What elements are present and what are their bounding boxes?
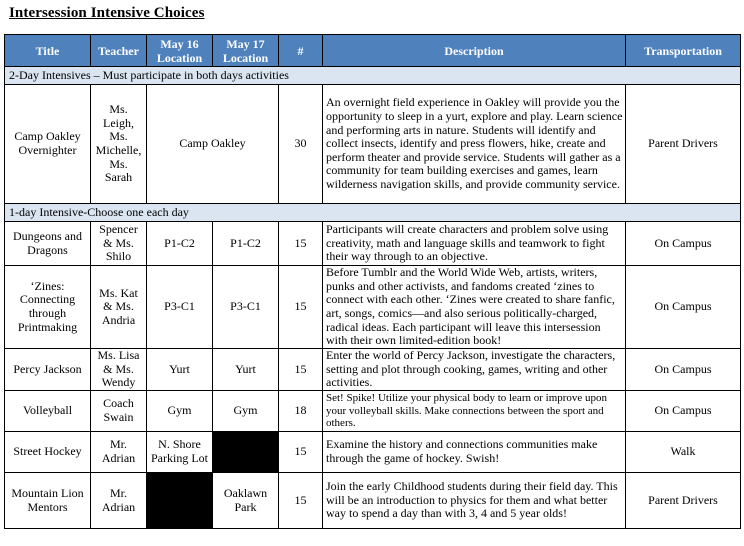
row-may16: P3-C1 [147, 266, 213, 349]
row-count: 18 [279, 391, 323, 432]
teacher-line: Mr. [109, 485, 127, 500]
teacher-line: Ms. Kat [99, 285, 138, 300]
header-row [5, 35, 741, 67]
row-may17: P3-C1 [213, 266, 279, 349]
row-may17: Oaklawn Park [213, 473, 279, 529]
section-label: 2-Day Intensives – Must participate in both days activities [5, 67, 741, 85]
teacher-line: Spencer [99, 222, 138, 237]
row-title: ‘Zines: Connecting through Printmaking [5, 266, 91, 349]
intensives-table [4, 34, 741, 529]
table-row [5, 391, 741, 432]
may16-location: Location [156, 50, 203, 65]
row-may16: N. Shore Parking Lot [147, 432, 213, 473]
col-header-may17 [213, 35, 279, 67]
row-description: Examine the history and connections communities make through the game of hockey. Swish! [323, 432, 626, 473]
teacher-line: Mr. [109, 437, 127, 452]
row-may17: Yurt [213, 349, 279, 391]
col-header-title: Title [5, 35, 91, 67]
row-description: An overnight field experience in Oakley will provide you the opportunity to sleep in a yurt, explore and play. Learn science and performing arts in nature. Students will identify and collect insects, identify and press flowers, hike, create and perform theater and provide service. Students will gather as a community for team building exercises and games, learn wilderness navigation skills, and provide community service. [323, 85, 626, 204]
teacher-line: Michelle, [95, 143, 142, 157]
col-header-teacher: Teacher [91, 35, 147, 67]
row-teacher [91, 473, 147, 529]
row-count: 15 [279, 349, 323, 391]
row-teacher [91, 349, 147, 391]
col-header-transportation: Transportation [626, 35, 741, 67]
teacher-line: Leigh, [103, 115, 134, 130]
row-title: Mountain Lion Mentors [5, 473, 91, 529]
row-title: Street Hockey [5, 432, 91, 473]
document-title: Intersession Intensive Choices [9, 5, 205, 21]
row-transportation: On Campus [626, 266, 741, 349]
table-row [5, 222, 741, 266]
teacher-line: Ms. [109, 156, 128, 171]
row-teacher [91, 391, 147, 432]
table-row [5, 266, 741, 349]
teacher-line: Shilo [105, 249, 132, 264]
may17-date: May 17 [226, 36, 265, 51]
teacher-line: Ms. Lisa [97, 348, 140, 363]
row-description: Before Tumblr and the World Wide Web, artists, writers, punks and other activists, and fandoms created ‘zines to connect with each other. ‘Zines were created to share fanfic, art, songs, comics—and also serious politically-charged, radical ideas. Each participant will leave this intersession with their own limited-edition book! [323, 266, 626, 349]
row-title: Camp Oakley Overnighter [5, 85, 91, 204]
row-teacher [91, 266, 147, 349]
col-header-may16 [147, 35, 213, 67]
row-may16: Gym [147, 391, 213, 432]
row-may16: P1-C2 [147, 222, 213, 266]
row-count: 15 [279, 473, 323, 529]
col-header-count: # [279, 35, 323, 67]
row-transportation: On Campus [626, 391, 741, 432]
row-title: Dungeons and Dragons [5, 222, 91, 266]
row-description: Set! Spike! Utilize your physical body to learn or improve upon your volleyball skills. Make connections between the sport and others. [323, 391, 626, 432]
row-count: 30 [279, 85, 323, 204]
row-teacher [91, 222, 147, 266]
table-row [5, 473, 741, 529]
may16-date: May 16 [160, 36, 199, 51]
row-count: 15 [279, 432, 323, 473]
row-title: Percy Jackson [5, 349, 91, 391]
teacher-line: & Ms. [103, 361, 134, 376]
section-row [5, 204, 741, 222]
row-may16-blocked [147, 473, 213, 529]
row-count: 15 [279, 222, 323, 266]
row-transportation: Parent Drivers [626, 473, 741, 529]
row-description: Enter the world of Percy Jackson, investigate the characters, setting and plot through cooking, games, writing and other activities. [323, 349, 626, 391]
teacher-line: Adrian [101, 451, 136, 465]
teacher-line: Andria [101, 312, 136, 327]
row-teacher [91, 432, 147, 473]
col-header-description: Description [323, 35, 626, 67]
may17-location: Location [222, 50, 269, 65]
row-transportation: Parent Drivers [626, 85, 741, 204]
teacher-line: Sarah [104, 170, 133, 185]
teacher-line: Ms. [109, 102, 128, 117]
teacher-line: & Ms. [103, 235, 134, 250]
row-description: Join the early Childhood students during their field day. This will be an introduction to physics for them and what better way to spend a day than with 3, 4 and 5 year olds! [323, 473, 626, 529]
row-may16: Yurt [147, 349, 213, 391]
section-label: 1-day Intensive-Choose one each day [5, 204, 741, 222]
row-may17: Gym [213, 391, 279, 432]
row-description: Participants will create characters and problem solve using creativity, math and language skills and teamwork to fight their way through to an objective. [323, 222, 626, 266]
table-row [5, 432, 741, 473]
teacher-line: Ms. [109, 129, 128, 144]
row-teacher [91, 85, 147, 204]
row-count: 15 [279, 266, 323, 349]
section-row [5, 67, 741, 85]
table-row [5, 349, 741, 391]
table-row [5, 85, 741, 204]
row-may17: P1-C2 [213, 222, 279, 266]
teacher-line: & Ms. [103, 299, 134, 314]
teacher-line: Swain [103, 410, 134, 424]
row-title: Volleyball [5, 391, 91, 432]
teacher-line: Adrian [101, 499, 136, 514]
row-transportation: Walk [626, 432, 741, 473]
row-transportation: On Campus [626, 349, 741, 391]
teacher-line: Coach [103, 396, 134, 411]
row-may17-blocked [213, 432, 279, 473]
row-transportation: On Campus [626, 222, 741, 266]
row-location-both: Camp Oakley [147, 85, 279, 204]
teacher-line: Wendy [101, 375, 136, 390]
